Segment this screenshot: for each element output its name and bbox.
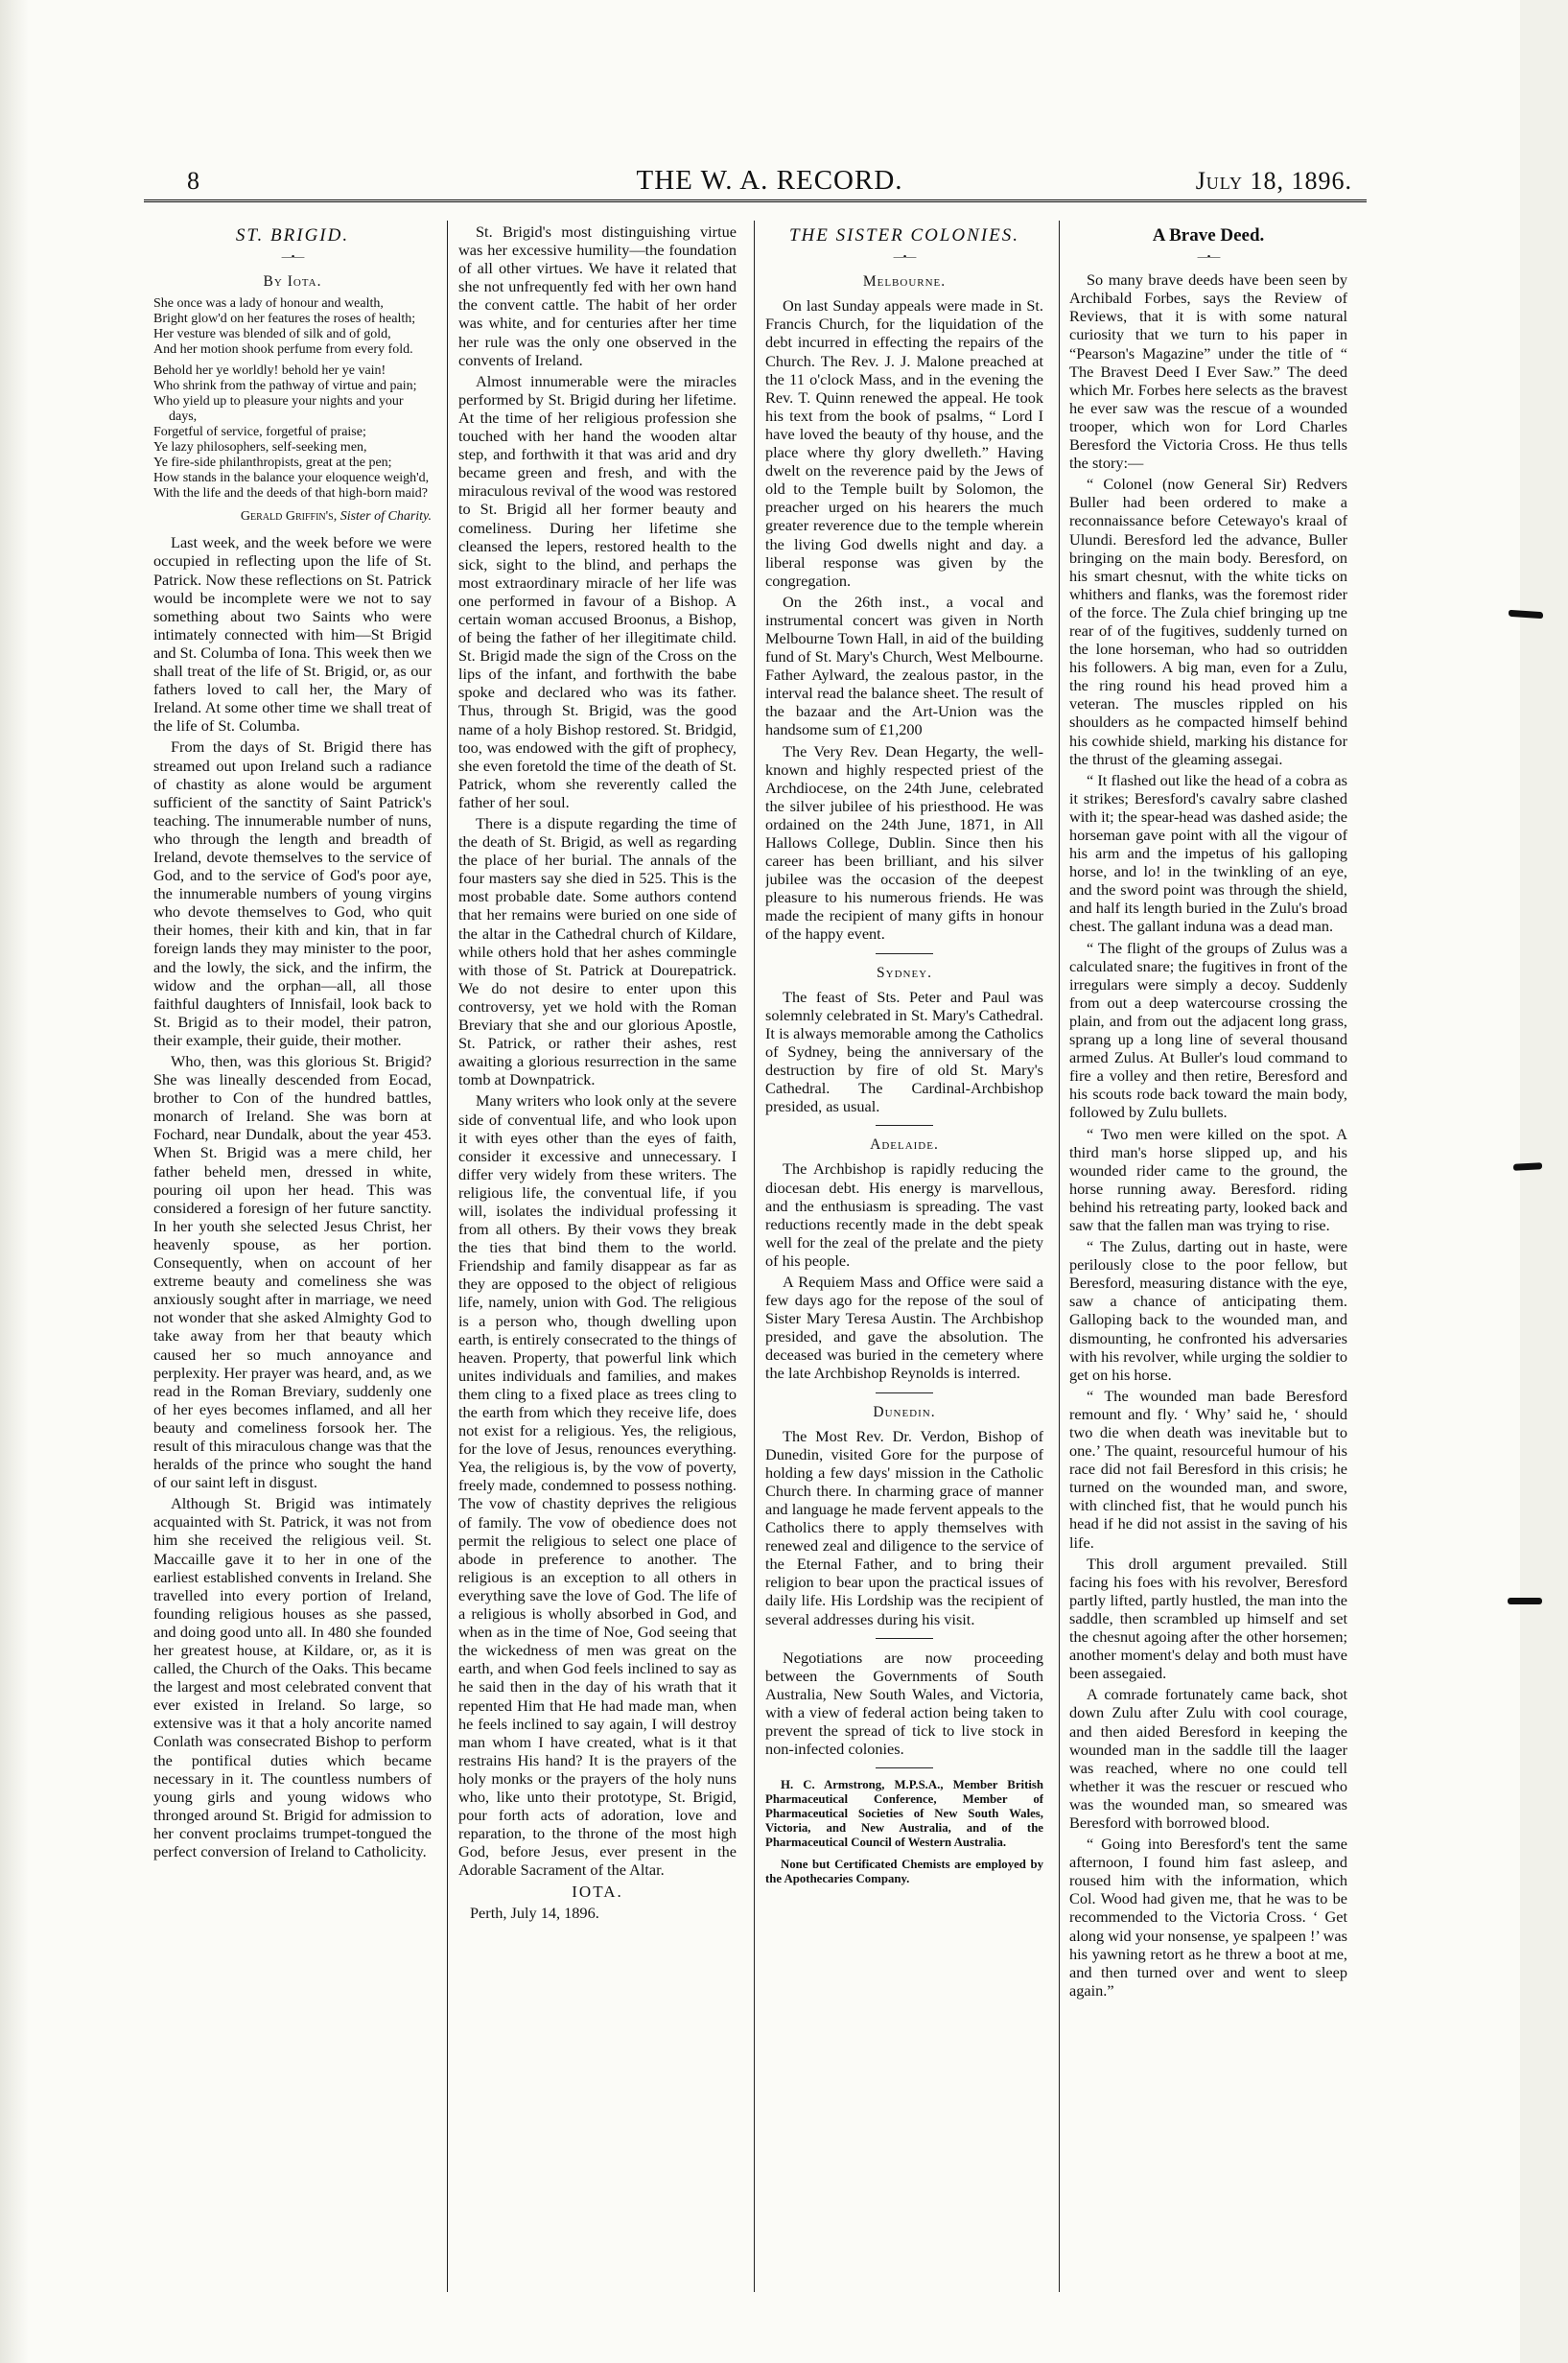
colony-section-title: Melbourne. (862, 273, 947, 291)
masthead (187, 161, 1352, 196)
column-4 (1069, 222, 1347, 2284)
column-rule-1 (447, 221, 448, 2292)
page-edge-shadow (0, 0, 29, 2363)
margin-marker (1509, 610, 1543, 620)
poem-line: Ye fire-side philanthropists, great at the pen; (153, 456, 392, 471)
article-heading-sister-colonies: THE SISTER COLONIES. (788, 225, 1020, 246)
article-paragraph: Many writers who look only at the severe side of conventual life, and who look upon it with eyes other than the eyes of faith, consider it excessive and unnecessary. I differ very widely from these writers. The religious life, the conventual life, if you will, isolates the individual professing it from all others. By their vows they break the ties that bind them to the world. Friendship and family disappear as far as they are opposed to the object of religious life, namely, union with God. The religious is a person who, though dwelling upon earth, is entirely consecrated to the things of heaven. Property, that powerful link which unites individuals and families, and makes them cling to a fixed place as trees cling to the earth from which they receive life, does not exist for a religious. Yes, the religious, for the love of Jesus, renounces everything. Yea, the religious is, by the vow of poverty, freely made, condemned to possess nothing. The vow of chastity deprives the religious of family. The vow of obedience does not permit the religious to select one place of abode in preference to another. The religious is an exception to all others in everything save the love of God. The life of a religious is wholly absorbed in God, and when as in the time of Noe, God seeing that the wickedness of men was great on the earth, and when God feels inclined to say as he said then in the day of his wrath that it repented Him that He had made man, when he feels inclined to say again, I will destroy man whom I have created, what is it that restrains His hand? It is the prayers of the holy monks or the prayers of the holy nuns who, like unto their prototype, St. Brigid, pour forth acts of adoration, love and reparation, to the throne of the most high God, before Jesus, ever present in the Adorable Sacrament of the Altar. (458, 1091, 737, 1880)
masthead-rule (144, 199, 1367, 202)
article-paragraph: St. Brigid's most distinguishing virtue was her excessive humility—the foundation of all other virtues. We have it related that she not unfrequently fed with her own hand the convent cattle. The habit of her order was white, and for centuries after her time her rule was the only one observed in the convents of Ireland. (458, 222, 737, 369)
poem-line: With the life and the deeds of that high-born maid? (153, 486, 428, 502)
advertisement-apothecaries: None but Certificated Chemists are employed by the Apothecaries Company. (765, 1858, 1043, 1886)
news-paragraph: The Archbishop is rapidly reducing the diocesan debt. His energy is marvellous, and the enthusiasm is spreading. The vast reductions recently made in the debt speak well for the zeal of the prelate and the piety of his people. (765, 1159, 1043, 1270)
article-paragraph: There is a dispute regarding the time of the death of St. Brigid, as well as regarding the place of her burial. The annals of the four masters say she died in 525. This is the most probable date. Some authors contend that her remains were buried on one side of the altar in the Cathedral church of Kildare, while others hold that her ashes commingle with those of St. Patrick at Dourepatrick. We do not desire to enter upon this controversy, yet we hold with the Roman Breviary that she and our glorious Apostle, St. Patrick, or rather their ashes, rest awaiting a glorious resurrection in the same tomb at Downpatrick. (458, 814, 737, 1089)
poem-line: Her vesture was blended of silk and of gold, (153, 327, 391, 342)
article-body-continued (458, 222, 737, 1879)
poem-attribution (153, 507, 432, 526)
poem-line: Forgetful of service, forgetful of praise; (153, 425, 366, 440)
section-divider (876, 1392, 933, 1393)
article-paragraph: So many brave deeds have been seen by Archibald Forbes, says the Review of Reviews, that it is with some natural curiosity that we turn to his paper in “Pearson's Magazine” under the title of “ The Bravest Deed I Ever Saw.” The deed which Mr. Forbes here selects as the bravest he ever saw was the rescue of a wounded trooper, which won for Lord Charles Beresford the Victoria Cross. He thus tells the story:— (1069, 270, 1347, 473)
article-paragraph: From the days of St. Brigid there has streamed out upon Ireland such a radiance of chastity as alone would be argument sufficient of the sanctity of Saint Patrick's teaching. The innumerable number of nuns, who through the length and breadth of Ireland, devote themselves to the service of God, and to the service of God's poor aye, the innumerable numbers of young virgins who devote themselves to God, who quit their homes, their kith and kin, that in far foreign lands they may minister to the poor, and the lowly, the sick, and the infirm, the widow and the orphan—all, all those faithful daughters of Innisfail, look back to St. Brigid as to their model, their patron, their example, their guide, their mother. (153, 737, 432, 1049)
section-divider (876, 1125, 933, 1126)
article-paragraph: “ The Zulus, darting out in haste, were perilously close to the poor fellow, but Beresford, measuring distance with the eye, saw a chance of anticipating them. Galloping back to the wounded man, and dismounting, he confronted his adversaries with his revolver, while urging the soldier to get on his horse. (1069, 1237, 1347, 1384)
section-divider (876, 1767, 933, 1768)
column-rule-3 (1059, 221, 1060, 2292)
poem-line: She once was a lady of honour and wealth, (153, 296, 384, 312)
article-paragraph: Almost innumerable were the miracles performed by St. Brigid during her lifetime. At the time of her religious profession she touched with her hand the wooden altar step, and forthwith it that was arid and dry became green and fresh, and with the miraculous revival of the wood was restored to St. Brigid all her former beauty and comeliness. During her lifetime she cleansed the lepers, restored health to the sick, sight to the blind, and perhaps the most extraordinary miracle of her life was one performed in favour of a Bishop. A certain woman accused Broonus, a Bishop, of being the father of her illegitimate child. St. Brigid made the sign of the Cross on the lips of the infant, and forthwith the babe spoke and declared who was its father. Thus, through St. Brigid, was the good name of a holy Bishop restored. St. Bridgid, too, was endowed with the gift of prophecy, she even foretold the time of the death of St. Patrick, whom she reverently called the father of her soul. (458, 371, 737, 811)
poem-line: Behold her ye worldly! behold her ye vain! (153, 363, 386, 379)
column-rule-2 (754, 221, 755, 2292)
article-paragraph: A comrade fortunately came back, shot down Zulu after Zulu with cool courage, and then aided Beresford in keeping the wounded man in the saddle till the laager was reached, where no one could tell whether it was the rescuer or rescued who was the wounded man, so smeared was Beresford with borrowed blood. (1069, 1685, 1347, 1832)
heading-ornament: —•— (281, 251, 304, 264)
page-number: 8 (187, 167, 199, 195)
byline: By Iota. (263, 273, 322, 291)
heading-ornament: —•— (1197, 251, 1220, 264)
news-paragraph: A Requiem Mass and Office were said a few days ago for the repose of the soul of Sister Mary Teresa Austin. The Archbishop presided, and gave the absolution. The deceased was buried in the cemetery where the late Archbishop Reynolds is interred. (765, 1272, 1043, 1383)
article-paragraph: “ Going into Beresford's tent the same afternoon, I found him fast asleep, and roused him with the information, which Col. Wood had given me, that he was to be recommended to the Victoria Cross. ‘ Get along wid your nonsense, ye spalpeen !’ was his yawning retort as he threw a boot at me, and then turned over and went to sleep again.” (1069, 1835, 1347, 2000)
poem-attribution-author: Gerald Griffin's, (240, 509, 338, 525)
epigraph-poem (153, 296, 432, 502)
colony-section-title: Adelaide. (870, 1136, 939, 1154)
news-paragraph: On the 26th inst., a vocal and instrumental concert was given in North Melbourne Town Hall, in aid of the building fund of St. Mary's Church, West Melbourne. Father Aylward, the zealous pastor, in the interval read the balance sheet. The result of the bazaar and the Art-Union was the handsome sum of £1,200 (765, 592, 1043, 739)
section-divider (876, 953, 933, 954)
column-3 (765, 222, 1043, 2284)
article-paragraph: This droll argument prevailed. Still facing his foes with his revolver, Beresford partly lifted, partly hustled, the man into the saddle, then scrambled up himself and set the chesnut agoing after the other horsemen; another moment's delay and both must have been assegaied. (1069, 1554, 1347, 1683)
column-1 (153, 222, 432, 2284)
article-paragraph: Last week, and the week before we were occupied in reflecting upon the life of St. Patrick. Now these reflections on St. Patrick would be incomplete were we not to say something about two Saints who were intimately connected with him—St Brigid and St. Columba of Iona. This week then we shall treat of the life of St. Brigid, or, as our fathers loved to call her, the Mary of Ireland. At some other time we shall treat of the life of St. Columba. (153, 533, 432, 736)
article-paragraph: “ The flight of the groups of Zulus was a calculated snare; the fugitives in front of the irregulars were simply a decoy. Suddenly from out a deep watercourse crossing the plain, and from out the adjacent long grass, sprang up a long line of several thousand armed Zulus. At Buller's loud command to fire a volley and then retire, Beresford and his scouts rode back toward the main body, followed by Zulu bullets. (1069, 938, 1347, 1122)
colony-section-title: Dunedin. (873, 1403, 936, 1420)
column-2 (458, 222, 737, 2284)
poem-attribution-title: Sister of Charity. (339, 509, 432, 525)
poem-line: How stands in the balance your eloquence weigh'd, (153, 471, 430, 486)
article-paragraph: Although St. Brigid was intimately acquainted with St. Patrick, it was not from him she received the religious veil. St. Maccaille gave it to her in one of the earliest established convents in Ireland. She travelled into every portion of Ireland, founding religious houses as she passed, and doing good unto all. In 480 she founded her greatest house, at Kildare, or, as it is called, the Church of the Oaks. This became the largest and most celebrated convent that ever existed in Ireland. So large, so extensive was it that a holy ancorite named Conlath was consecrated Bishop to perform the pontifical duties which became necessary in it. The countless numbers of young girls and young widows who thronged around St. Brigid for admission to her convent proclaims trumpet-tongued the perfect conversion of Ireland to Catholicity. (153, 1494, 432, 1861)
article-paragraph: “ Two men were killed on the spot. A third man's horse slipped up, and his wounded rider came to the ground, the horse running away. Beresford. riding behind his retreating party, looked back and saw that the fallen man was trying to rise. (1069, 1124, 1347, 1234)
colony-section-title: Sydney. (877, 964, 932, 981)
article-heading-st-brigid: ST. BRIGID. (235, 225, 350, 246)
article-paragraph: “ The wounded man bade Beresford remount and fly. ‘ Why’ said he, ‘ should two die when death was inevitable but to one.’ The quaint, resourceful humour of his race did not fail Beresford in this crisis; he turned on the wounded man, and swore, with clinched fist, that he would punch his head if he did not assist in the saving of his life. (1069, 1386, 1347, 1552)
article-paragraph: “ It flashed out like the head of a cobra as it strikes; Beresford's cavalry sabre clashed with it; the spear-head was dashed aside; the horseman gave point with all the vigour of his arm and the impetus of his galloping horse, and lo! in the twinkling of an eye, and the sword point was through the shield, and half its length buried in the Zulu's broad chest. The gallant induna was a dead man. (1069, 770, 1347, 936)
issue-date: July 18, 1896. (1195, 167, 1352, 195)
poem-line: Bright glow'd on her features the roses of health; (153, 312, 416, 327)
poem-line: Ye lazy philosophers, self-seeking men, (153, 440, 367, 456)
author-signature: IOTA. (572, 1883, 623, 1902)
news-paragraph: The Very Rev. Dean Hegarty, the well-known and highly respected priest of the Archdiocese, on the 24th June, celebrated the silver jubilee of his priesthood. He was ordained on the 24th June, 1871, in All Hallows College, Dublin. Since then his career has been brilliant, and his silver jubilee was the occasion of the deepest pleasure to his numerous friends. He was made the recipient of many gifts in honour of the happy event. (765, 741, 1043, 944)
advertisement-armstrong: H. C. Armstrong, M.P.S.A., Member British Pharmaceutical Conference, Member of Pharmaceutical Societies of New South Wales, Victoria, and New Australia, and of the Pharmaceutical Council of Western Australia. (765, 1778, 1043, 1850)
heading-ornament: —•— (893, 251, 916, 264)
news-paragraph: The feast of Sts. Peter and Paul was solemnly celebrated in St. Mary's Cathedral. It is always memorable among the Catholics of Sydney, being the anniversary of the destruction by fire of old St. Mary's Cathedral. The Cardinal-Archbishop presided, as usual. (765, 987, 1043, 1116)
news-paragraph: The Most Rev. Dr. Verdon, Bishop of Dunedin, visited Gore for the purpose of holding a few days' mission in the Catholic Church there. In charming grace of manner and language he made fervent appeals to the Catholics there to apply themselves with renewed zeal and diligence to the service of the Eternal Father, and to bring their religion to bear upon the practical issues of daily life. His Lordship was the recipient of several addresses during his visit. (765, 1426, 1043, 1628)
news-paragraph: On last Sunday appeals were made in St. Francis Church, for the liquidation of the debt incurred in effecting the repairs of the Church. The Rev. J. J. Malone preached at the 11 o'clock Mass, and in the evening the Rev. T. Quinn renewed the appeal. He took his text from the book of psalms, “ Lord I have loved the beauty of thy house, and the place where thy glory dwelleth.” Having dwelt on the reverence paid by the Jews of old to the Temple built by Solomon, the preacher urged on his hearers the much greater reverence due to the temple wherein the living God dwells night and day. a liberal response was given by the congregation. (765, 296, 1043, 590)
page-margin-strip (1520, 0, 1568, 2363)
colony-sections (765, 272, 1043, 1627)
closing-paragraph: Negotiations are now proceeding between the Governments of South Australia, New South Wales, and Victoria, with a view of federal action being taken to prevent the spread of tick to live stock in non-infected colonies. (765, 1648, 1043, 1759)
article-body (153, 533, 432, 1860)
poem-line: Who yield up to pleasure your nights and your days, (153, 394, 404, 425)
article-paragraph: “ Colonel (now General Sir) Redvers Buller had been ordered to make a reconnaissance before Cetewayo's kraal of Ulundi. Beresford led the advance, Buller bringing on the main body. Beresford, on his smart chesnut, with the white ticks on whithers and flanks, was the foremost rider of the force. The Zula chief bringing up tne rear of of the fugitives, suddenly turned on the lone horseman, who had so outridden his followers. A big man, even for a Zulu, the ring round his head proved him a veteran. The muscles rippled on his shoulders as he compacted himself behind his cowhide shield, marking his distance for the thrust of the gleaming assegai. (1069, 475, 1347, 768)
newspaper-title: THE W. A. RECORD. (636, 165, 903, 196)
article-body-brave-deed (1069, 270, 1347, 2000)
article-paragraph: Who, then, was this glorious St. Brigid? She was lineally descended from Eocad, brother to Con of the hundred battles, monarch of Ireland. She was born at Fochard, near Dundalk, about the year 453. When St. Brigid was a mere child, her father beheld men, dressed in white, pouring oil upon her head. This was considered a foresign of her future sanctity. In her youth she selected Jesus Christ, her heavenly spouse, as her portion. Consequently, when on account of her extreme beauty and comeliness she was anxiously sought after in marriage, we need not wonder that she asked Almighty God to take away from her that beauty which caused her so much annoyance and perplexity. Her prayer was heard, and, as we read in the Roman Breviary, suddenly one of her eyes becomes inflamed, and all her beauty and comeliness forsook her. The result of this miraculous change was that the heralds of the prince who sought the hand of our saint left in disgust. (153, 1052, 432, 1492)
poem-line: And her motion shook perfume from every fold. (153, 342, 413, 358)
margin-marker (1508, 1598, 1542, 1604)
article-heading-brave-deed: A Brave Deed. (1152, 225, 1265, 246)
section-divider (876, 1638, 933, 1639)
poem-line: Who shrink from the pathway of virtue and pain; (153, 379, 417, 394)
article-dateline: Perth, July 14, 1896. (470, 1903, 599, 1922)
